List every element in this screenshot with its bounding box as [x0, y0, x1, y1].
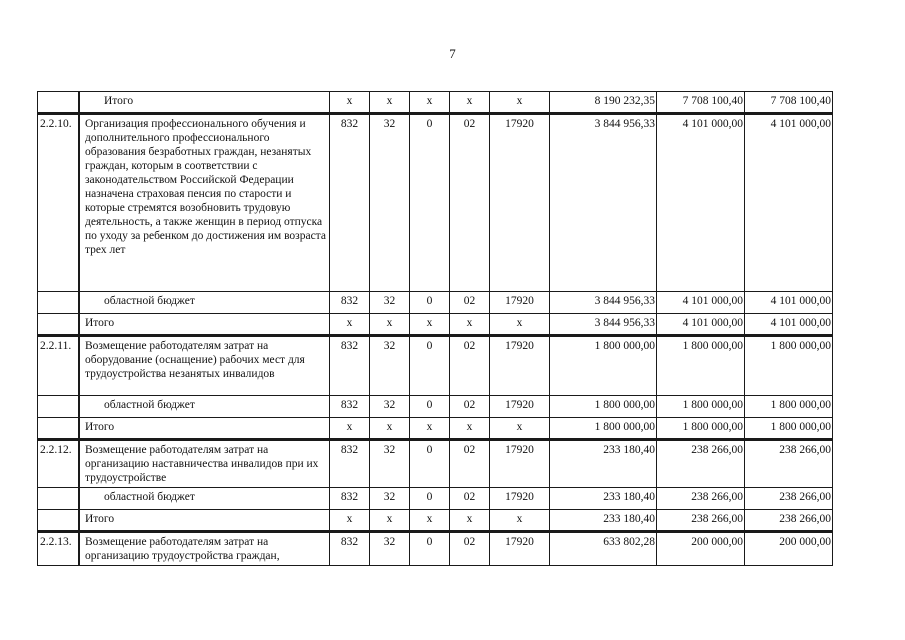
cell-code-e: 17920 [490, 114, 550, 292]
table-row [38, 114, 833, 292]
cell-code-c: 0 [410, 396, 450, 418]
cell-code-e: х [490, 510, 550, 532]
cell-value-2: 1 800 000,00 [657, 418, 745, 440]
cell-value-3: 238 266,00 [745, 488, 833, 510]
row-name: областной бюджет [79, 396, 330, 418]
row-name: Итого [79, 418, 330, 440]
cell-value-3: 238 266,00 [745, 440, 833, 488]
cell-value-2: 238 266,00 [657, 488, 745, 510]
cell-value-1: 3 844 956,33 [550, 314, 657, 336]
cell-code-c: 0 [410, 532, 450, 566]
row-number [38, 510, 80, 532]
cell-value-3: 238 266,00 [745, 510, 833, 532]
row-number [38, 92, 80, 114]
cell-code-a: х [330, 92, 370, 114]
cell-code-b: 32 [370, 396, 410, 418]
cell-code-b: 32 [370, 488, 410, 510]
cell-code-c: 0 [410, 114, 450, 292]
cell-value-1: 633 802,28 [550, 532, 657, 566]
cell-code-e: х [490, 418, 550, 440]
page-number: 7 [449, 46, 456, 61]
row-number [38, 292, 80, 314]
cell-value-1: 3 844 956,33 [550, 292, 657, 314]
table-row [38, 418, 833, 440]
cell-code-a: 832 [330, 292, 370, 314]
row-number [38, 418, 80, 440]
cell-value-2: 4 101 000,00 [657, 114, 745, 292]
table-row [38, 396, 833, 418]
cell-code-e: 17920 [490, 440, 550, 488]
cell-value-2: 4 101 000,00 [657, 292, 745, 314]
table-row [38, 336, 833, 396]
cell-code-d: 02 [450, 114, 490, 292]
budget-table [37, 91, 833, 566]
cell-value-3: 4 101 000,00 [745, 314, 833, 336]
cell-code-d: х [450, 418, 490, 440]
cell-code-e: х [490, 314, 550, 336]
cell-value-1: 233 180,40 [550, 440, 657, 488]
table-row [38, 532, 833, 566]
row-name: Итого [79, 314, 330, 336]
table-row [38, 488, 833, 510]
cell-code-d: 02 [450, 396, 490, 418]
row-name: Итого [79, 92, 330, 114]
cell-code-b: 32 [370, 440, 410, 488]
table-row [38, 292, 833, 314]
cell-code-b: х [370, 418, 410, 440]
cell-code-d: 02 [450, 488, 490, 510]
row-number [38, 488, 80, 510]
cell-value-2: 4 101 000,00 [657, 314, 745, 336]
cell-code-c: 0 [410, 292, 450, 314]
cell-value-1: 1 800 000,00 [550, 336, 657, 396]
row-number [38, 314, 80, 336]
cell-value-1: 233 180,40 [550, 510, 657, 532]
table-row [38, 314, 833, 336]
cell-value-2: 238 266,00 [657, 510, 745, 532]
cell-code-b: 32 [370, 532, 410, 566]
cell-code-d: 02 [450, 440, 490, 488]
cell-code-b: х [370, 92, 410, 114]
row-name: областной бюджет [79, 292, 330, 314]
cell-code-b: 32 [370, 336, 410, 396]
cell-value-2: 7 708 100,40 [657, 92, 745, 114]
cell-code-a: 832 [330, 488, 370, 510]
cell-value-2: 1 800 000,00 [657, 396, 745, 418]
cell-code-d: х [450, 92, 490, 114]
cell-code-c: 0 [410, 440, 450, 488]
cell-value-3: 4 101 000,00 [745, 292, 833, 314]
table-row [38, 440, 833, 488]
cell-code-a: 832 [330, 336, 370, 396]
row-name: Возмещение работодателям затрат на оборудование (оснащение) рабочих мест для трудоустройства незанятых инвалидов [79, 336, 330, 396]
cell-code-e: 17920 [490, 292, 550, 314]
row-number: 2.2.12. [38, 440, 80, 488]
row-number [38, 396, 80, 418]
cell-value-1: 8 190 232,35 [550, 92, 657, 114]
cell-code-b: 32 [370, 114, 410, 292]
cell-value-3: 4 101 000,00 [745, 114, 833, 292]
cell-value-2: 200 000,00 [657, 532, 745, 566]
cell-code-a: х [330, 510, 370, 532]
cell-value-1: 3 844 956,33 [550, 114, 657, 292]
cell-code-a: 832 [330, 440, 370, 488]
table-row [38, 510, 833, 532]
cell-code-d: 02 [450, 292, 490, 314]
row-name: областной бюджет [79, 488, 330, 510]
cell-code-c: х [410, 418, 450, 440]
cell-code-e: 17920 [490, 336, 550, 396]
cell-value-1: 1 800 000,00 [550, 396, 657, 418]
cell-code-c: 0 [410, 336, 450, 396]
cell-code-a: 832 [330, 396, 370, 418]
cell-value-3: 1 800 000,00 [745, 418, 833, 440]
table-row [38, 92, 833, 114]
cell-value-2: 238 266,00 [657, 440, 745, 488]
cell-value-3: 1 800 000,00 [745, 396, 833, 418]
row-name: Организация профессионального обучения и дополнительного профессионального образования безработных граждан, незанятых граждан, которым в соответствии с законодательством Российской Федерации назначена страховая пенсия по старости и которые стремятся возобновить трудовую деятельность, а также женщин в период отпуска по уходу за ребенком до достижения им возраста трех лет [79, 114, 330, 292]
cell-code-c: х [410, 510, 450, 532]
row-name: Возмещение работодателям затрат на организацию трудоустройства граждан, [79, 532, 330, 566]
cell-code-e: 17920 [490, 488, 550, 510]
cell-code-c: х [410, 92, 450, 114]
cell-code-b: 32 [370, 292, 410, 314]
row-name: Итого [79, 510, 330, 532]
cell-value-1: 233 180,40 [550, 488, 657, 510]
row-number: 2.2.13. [38, 532, 80, 566]
row-number: 2.2.11. [38, 336, 80, 396]
cell-value-3: 200 000,00 [745, 532, 833, 566]
cell-value-3: 1 800 000,00 [745, 336, 833, 396]
cell-code-d: х [450, 314, 490, 336]
cell-value-2: 1 800 000,00 [657, 336, 745, 396]
cell-code-a: х [330, 314, 370, 336]
cell-code-d: 02 [450, 532, 490, 566]
cell-code-e: х [490, 92, 550, 114]
cell-code-b: х [370, 510, 410, 532]
cell-value-3: 7 708 100,40 [745, 92, 833, 114]
cell-code-e: 17920 [490, 532, 550, 566]
cell-code-c: х [410, 314, 450, 336]
row-number: 2.2.10. [38, 114, 80, 292]
cell-code-b: х [370, 314, 410, 336]
cell-code-c: 0 [410, 488, 450, 510]
cell-value-1: 1 800 000,00 [550, 418, 657, 440]
cell-code-a: 832 [330, 114, 370, 292]
row-name: Возмещение работодателям затрат на организацию наставничества инвалидов при их трудоустройстве [79, 440, 330, 488]
cell-code-a: х [330, 418, 370, 440]
cell-code-a: 832 [330, 532, 370, 566]
cell-code-d: 02 [450, 336, 490, 396]
cell-code-e: 17920 [490, 396, 550, 418]
cell-code-d: х [450, 510, 490, 532]
